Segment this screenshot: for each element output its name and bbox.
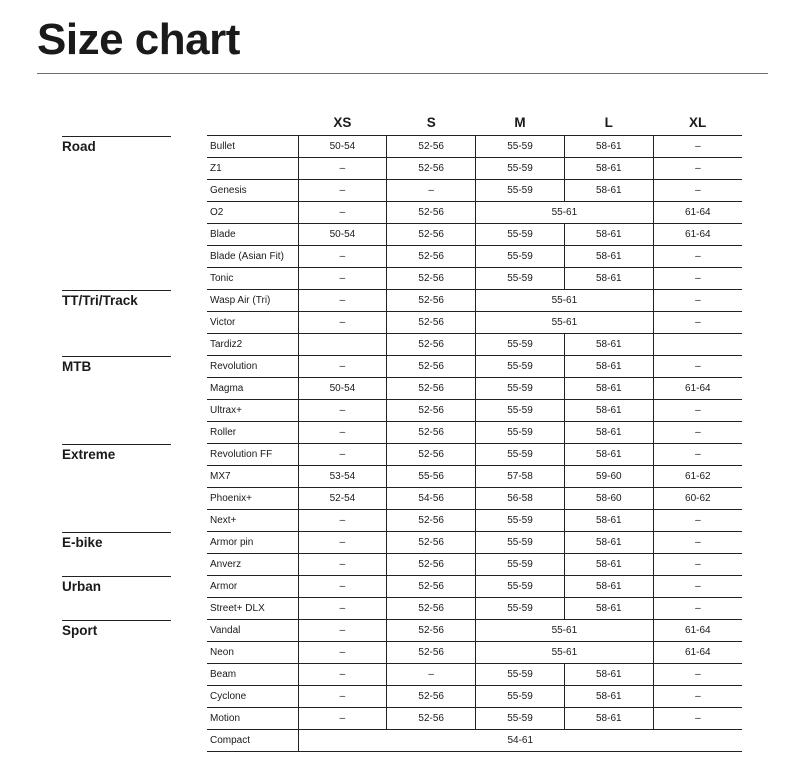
- size-range-cell: 58-61: [564, 532, 653, 554]
- size-range-cell: –: [653, 576, 742, 598]
- size-range-cell: 52-56: [387, 268, 476, 290]
- model-name: Cyclone: [207, 686, 298, 708]
- size-range-cell: 58-61: [564, 422, 653, 444]
- size-header-xs: XS: [298, 109, 387, 136]
- size-range-cell: –: [387, 664, 476, 686]
- size-range-cell: 58-61: [564, 664, 653, 686]
- size-range-cell: 61-64: [653, 620, 742, 642]
- size-range-cell: 61-62: [653, 466, 742, 488]
- size-range-cell: 55-59: [476, 576, 565, 598]
- size-range-cell: 59-60: [564, 466, 653, 488]
- size-range-cell: –: [298, 180, 387, 202]
- size-range-cell: 61-64: [653, 224, 742, 246]
- size-range-cell: 52-56: [387, 510, 476, 532]
- model-name: Roller: [207, 422, 298, 444]
- size-range-cell: –: [653, 136, 742, 158]
- size-range-cell: 58-61: [564, 378, 653, 400]
- model-name: Blade: [207, 224, 298, 246]
- size-range-cell: 55-59: [476, 356, 565, 378]
- size-range-cell: 50-54: [298, 378, 387, 400]
- size-range-cell: 55-59: [476, 444, 565, 466]
- size-range-cell: –: [298, 268, 387, 290]
- size-range-cell: –: [298, 158, 387, 180]
- table-row: [207, 730, 742, 752]
- size-range-cell: 55-61: [476, 620, 654, 642]
- table-row: [207, 620, 742, 642]
- size-range-cell: –: [298, 202, 387, 224]
- size-range-cell: 52-56: [387, 686, 476, 708]
- size-range-cell: 58-61: [564, 356, 653, 378]
- model-name: Revolution FF: [207, 444, 298, 466]
- size-range-cell: –: [298, 620, 387, 642]
- size-range-cell: 55-59: [476, 246, 565, 268]
- size-range-cell: –: [653, 598, 742, 620]
- size-range-cell: 52-56: [387, 246, 476, 268]
- size-header-xl: XL: [653, 109, 742, 136]
- size-range-cell: 52-56: [387, 532, 476, 554]
- size-range-cell: –: [298, 510, 387, 532]
- model-name: Compact: [207, 730, 298, 752]
- table-row: [207, 246, 742, 268]
- table-row: [207, 466, 742, 488]
- size-range-cell: –: [298, 312, 387, 334]
- size-range-cell: 52-54: [298, 488, 387, 510]
- size-range-cell: –: [653, 532, 742, 554]
- size-range-cell: –: [653, 400, 742, 422]
- model-name: Street+ DLX: [207, 598, 298, 620]
- model-name: Vandal: [207, 620, 298, 642]
- size-range-cell: 58-61: [564, 576, 653, 598]
- model-name: Beam: [207, 664, 298, 686]
- size-range-cell: –: [298, 290, 387, 312]
- table-row: [207, 488, 742, 510]
- category-e-bike: E-bike: [62, 532, 171, 551]
- size-range-cell: 58-61: [564, 136, 653, 158]
- size-range-cell: 52-56: [387, 576, 476, 598]
- size-range-cell: 52-56: [387, 378, 476, 400]
- size-range-cell: 58-61: [564, 554, 653, 576]
- size-range-cell: 56-58: [476, 488, 565, 510]
- size-range-cell: 58-61: [564, 510, 653, 532]
- table-row: [207, 444, 742, 466]
- size-range-cell: 55-59: [476, 180, 565, 202]
- size-range-cell: –: [653, 664, 742, 686]
- category-tt-tri-track: TT/Tri/Track: [62, 290, 171, 309]
- size-range-cell: –: [298, 444, 387, 466]
- table-row: [207, 686, 742, 708]
- size-range-cell: 52-56: [387, 290, 476, 312]
- size-range-cell: –: [653, 312, 742, 334]
- table-row: [207, 290, 742, 312]
- size-range-cell: –: [653, 180, 742, 202]
- size-range-cell: –: [653, 708, 742, 730]
- size-range-cell: –: [298, 708, 387, 730]
- size-range-cell: 52-56: [387, 202, 476, 224]
- size-range-cell: 55-61: [476, 642, 654, 664]
- size-range-cell: 55-59: [476, 268, 565, 290]
- size-range-cell: 55-61: [476, 290, 654, 312]
- size-range-cell: –: [653, 510, 742, 532]
- size-range-cell: 52-56: [387, 620, 476, 642]
- size-range-cell: 52-56: [387, 400, 476, 422]
- size-range-cell: –: [653, 554, 742, 576]
- table-row: [207, 576, 742, 598]
- page-title: Size chart: [37, 15, 240, 64]
- model-name: MX7: [207, 466, 298, 488]
- table-row: [207, 312, 742, 334]
- size-range-cell: 58-61: [564, 158, 653, 180]
- model-name: Tardiz2: [207, 334, 298, 356]
- size-range-cell: 58-61: [564, 224, 653, 246]
- model-name: Motion: [207, 708, 298, 730]
- size-range-cell: 55-59: [476, 136, 565, 158]
- size-range-cell: 52-56: [387, 224, 476, 246]
- category-road: Road: [62, 136, 171, 155]
- size-range-cell: 61-64: [653, 642, 742, 664]
- size-range-cell: –: [653, 356, 742, 378]
- model-name: Wasp Air (Tri): [207, 290, 298, 312]
- size-range-cell: –: [298, 598, 387, 620]
- size-range-cell: 58-61: [564, 400, 653, 422]
- size-range-cell: 55-61: [476, 312, 654, 334]
- size-table-body: [207, 136, 742, 752]
- size-range-cell: –: [653, 444, 742, 466]
- size-range-cell: 61-64: [653, 378, 742, 400]
- size-range-cell: 58-61: [564, 598, 653, 620]
- size-range-cell: 55-59: [476, 708, 565, 730]
- category-sport: Sport: [62, 620, 171, 639]
- size-range-cell: 55-59: [476, 664, 565, 686]
- size-range-cell: 52-56: [387, 356, 476, 378]
- table-row: [207, 708, 742, 730]
- size-range-cell: 58-61: [564, 246, 653, 268]
- size-range-cell: 52-56: [387, 598, 476, 620]
- model-name: Next+: [207, 510, 298, 532]
- model-name: Genesis: [207, 180, 298, 202]
- size-range-cell: –: [653, 246, 742, 268]
- table-row: [207, 532, 742, 554]
- size-range-cell: –: [387, 180, 476, 202]
- category-extreme: Extreme: [62, 444, 171, 463]
- table-row: [207, 598, 742, 620]
- model-name: Phoenix+: [207, 488, 298, 510]
- size-range-cell: 52-56: [387, 444, 476, 466]
- table-row: [207, 202, 742, 224]
- model-name: O2: [207, 202, 298, 224]
- size-range-cell: 61-64: [653, 202, 742, 224]
- table-row: [207, 422, 742, 444]
- size-range-cell: 55-59: [476, 422, 565, 444]
- size-header-l: L: [564, 109, 653, 136]
- size-range-cell: 52-56: [387, 422, 476, 444]
- size-range-cell: 55-59: [476, 686, 565, 708]
- model-name: Armor pin: [207, 532, 298, 554]
- table-row: [207, 554, 742, 576]
- size-range-cell: 55-56: [387, 466, 476, 488]
- table-row: [207, 180, 742, 202]
- model-name: Anverz: [207, 554, 298, 576]
- table-row: [207, 378, 742, 400]
- model-name: Z1: [207, 158, 298, 180]
- size-range-cell: 54-61: [298, 730, 742, 752]
- table-row: [207, 136, 742, 158]
- size-range-cell: 55-59: [476, 378, 565, 400]
- category-urban: Urban: [62, 576, 171, 595]
- size-range-cell: [298, 334, 387, 356]
- size-range-cell: 52-56: [387, 708, 476, 730]
- table-row: [207, 664, 742, 686]
- size-table: [207, 109, 742, 752]
- size-range-cell: 52-56: [387, 158, 476, 180]
- size-header-s: S: [387, 109, 476, 136]
- size-range-cell: 54-56: [387, 488, 476, 510]
- model-name: Victor: [207, 312, 298, 334]
- size-range-cell: 55-59: [476, 400, 565, 422]
- table-row: [207, 356, 742, 378]
- size-range-cell: 50-54: [298, 224, 387, 246]
- size-range-cell: 53-54: [298, 466, 387, 488]
- size-range-cell: [653, 334, 742, 356]
- size-header-row: [207, 109, 742, 136]
- size-range-cell: 55-59: [476, 510, 565, 532]
- size-range-cell: 52-56: [387, 136, 476, 158]
- size-range-cell: 55-61: [476, 202, 654, 224]
- size-range-cell: 58-61: [564, 686, 653, 708]
- size-range-cell: 50-54: [298, 136, 387, 158]
- size-range-cell: 57-58: [476, 466, 565, 488]
- size-range-cell: 58-61: [564, 334, 653, 356]
- size-range-cell: 60-62: [653, 488, 742, 510]
- size-range-cell: –: [298, 532, 387, 554]
- size-range-cell: –: [298, 356, 387, 378]
- size-range-cell: –: [298, 686, 387, 708]
- table-row: [207, 510, 742, 532]
- size-range-cell: –: [653, 158, 742, 180]
- size-range-cell: –: [298, 554, 387, 576]
- size-range-cell: 52-56: [387, 554, 476, 576]
- size-range-cell: –: [298, 576, 387, 598]
- table-row: [207, 158, 742, 180]
- size-range-cell: –: [298, 422, 387, 444]
- size-range-cell: –: [653, 290, 742, 312]
- size-range-cell: 58-61: [564, 444, 653, 466]
- size-header-m: M: [476, 109, 565, 136]
- model-name: Blade (Asian Fit): [207, 246, 298, 268]
- size-range-cell: –: [298, 246, 387, 268]
- size-range-cell: –: [653, 268, 742, 290]
- size-range-cell: –: [653, 686, 742, 708]
- size-range-cell: 58-61: [564, 708, 653, 730]
- size-range-cell: 55-59: [476, 224, 565, 246]
- table-row: [207, 334, 742, 356]
- table-row: [207, 642, 742, 664]
- size-range-cell: 52-56: [387, 642, 476, 664]
- size-range-cell: 55-59: [476, 598, 565, 620]
- size-range-cell: 55-59: [476, 554, 565, 576]
- size-range-cell: –: [653, 422, 742, 444]
- size-range-cell: –: [298, 400, 387, 422]
- model-name: Bullet: [207, 136, 298, 158]
- table-row: [207, 224, 742, 246]
- model-name: Revolution: [207, 356, 298, 378]
- size-range-cell: 58-60: [564, 488, 653, 510]
- category-mtb: MTB: [62, 356, 171, 375]
- size-range-cell: 55-59: [476, 334, 565, 356]
- size-range-cell: –: [298, 642, 387, 664]
- model-name: Magma: [207, 378, 298, 400]
- model-name: Ultrax+: [207, 400, 298, 422]
- size-range-cell: 55-59: [476, 158, 565, 180]
- model-header: [207, 109, 298, 136]
- size-range-cell: –: [298, 664, 387, 686]
- size-range-cell: 52-56: [387, 334, 476, 356]
- size-range-cell: 58-61: [564, 180, 653, 202]
- title-divider: [37, 73, 768, 74]
- model-name: Armor: [207, 576, 298, 598]
- size-range-cell: 52-56: [387, 312, 476, 334]
- model-name: Tonic: [207, 268, 298, 290]
- size-range-cell: 58-61: [564, 268, 653, 290]
- table-row: [207, 268, 742, 290]
- table-row: [207, 400, 742, 422]
- size-range-cell: 55-59: [476, 532, 565, 554]
- model-name: Neon: [207, 642, 298, 664]
